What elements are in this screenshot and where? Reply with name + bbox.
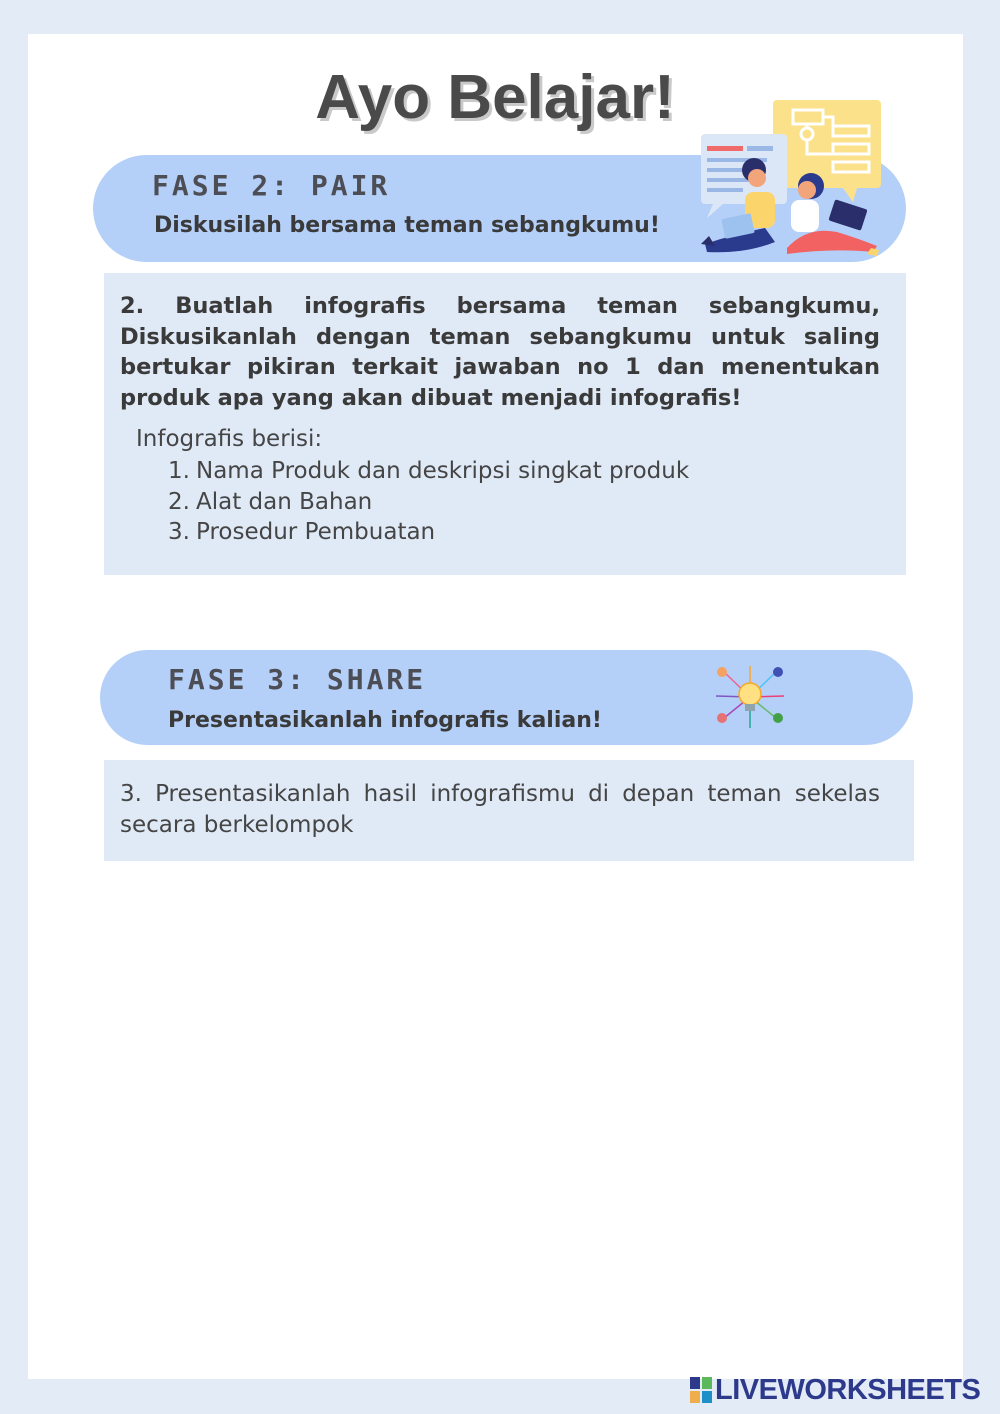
students-with-laptops-icon: [683, 98, 883, 258]
liveworksheets-brand-text: LIVEWORKSHEETS: [715, 1373, 981, 1406]
phase-2-label: FASE 2: PAIR: [152, 169, 391, 202]
page-title: Ayo Belajar!: [315, 63, 675, 132]
list-item: 1. Nama Produk dan deskripsi singkat produk: [168, 458, 690, 484]
list-item: 3. Prosedur Pembuatan: [168, 519, 436, 545]
infographic-contents-label: Infografis berisi:: [136, 426, 323, 452]
phase-2-subtitle: Diskusilah bersama teman sebangkumu!: [154, 213, 660, 238]
lightbulb-network-icon: [712, 662, 788, 732]
infographic-contents-list: [156, 456, 689, 548]
liveworksheets-logo: [690, 1374, 980, 1406]
liveworksheets-logo-icon: [690, 1377, 712, 1403]
phase-3-label: FASE 3: SHARE: [168, 663, 427, 696]
list-item: 2. Alat dan Bahan: [168, 488, 373, 515]
phase-2-task-text: 2. Buatlah infografis bersama teman sebangkumu, Diskusikanlah dengan teman sebangkumu untuk saling bertukar pikiran terkait jawaban no 1 dan menentukan produk apa yang akan dibuat menjadi infografis!: [120, 293, 880, 411]
phase-3-task-text: 3. Presentasikanlah hasil infografismu di depan teman sekelas secara berkelompok: [120, 781, 880, 838]
phase-3-subtitle: Presentasikanlah infografis kalian!: [168, 708, 602, 733]
